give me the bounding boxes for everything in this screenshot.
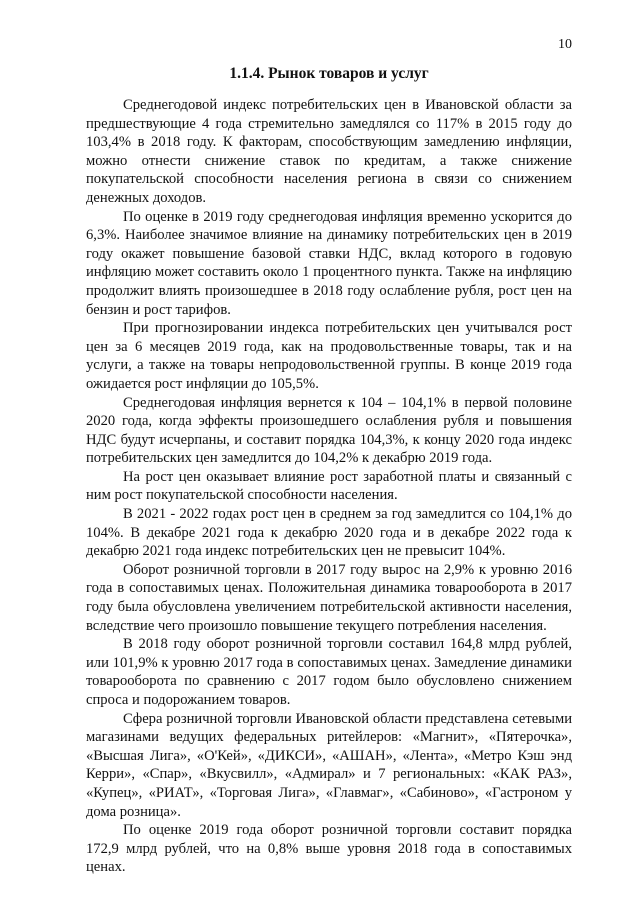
paragraph-wage-influence: На рост цен оказывает влияние рост заработной платы и связанный с ним рост покупательской способности населения. <box>86 468 572 504</box>
paragraph-cpi-forecast: При прогнозировании индекса потребительских цен учитывался рост цен за 6 месяцев 2019 года, как на продовольственные товары, так и на услуги, а также на товары непродовольственной группы. В конце 2019 года ожидается рост инфляции до 105,5%. <box>86 320 572 392</box>
page-number: 10 <box>558 37 572 52</box>
paragraph-retail-chains: Сфера розничной торговли Ивановской области представлена сетевыми магазинами ведущих федеральных ритейлеров: «Магнит», «Пятерочка», «Высшая Лига», «О'Кей», «ДИКСИ», «АШАН», «Лента», «Метро Кэш энд Керри», «Спар», «Вкусвилл», «Адмирал» и 7 региональных: «КАК РАЗ», «Купец», «РИАТ», «Торговая Лига», «Главмаг», «Сабиново», «Гастроном у дома розница». <box>86 710 572 820</box>
paragraph-retail-2019: По оценке 2019 года оборот розничной торговли составит порядка 172,9 млрд рублей, что на 0,8% выше уровня 2018 года в сопоставимых ценах. <box>86 822 572 876</box>
paragraph-retail-2018: В 2018 году оборот розничной торговли составил 164,8 млрд рублей, или 101,9% к уровню 2017 года в сопоставимых ценах. Замедление динамики товарооборота по сравнению с 2017 годом было обусловлено снижением спроса и подорожанием товаров. <box>86 636 572 708</box>
paragraph-retail-2017: Оборот розничной торговли в 2017 году вырос на 2,9% к уровню 2016 года в сопоставимых ценах. Положительная динамика товарооборота в 2017 году была обусловлена увеличением потребительской активности населения, вследствие чего произошло повышение текущего потребления населения. <box>86 561 572 634</box>
paragraph-cpi-dynamics: Среднегодовой индекс потребительских цен в Ивановской области за предшествующие 4 года стремительно замедлялся со 117% в 2015 году до 103,4% в 2018 году. К факторам, способствующим замедлению инфляции, можно отнести снижение ставок по кредитам, а также снижение покупательской способности населения региона в связи со снижением денежных доходов. <box>86 97 572 206</box>
paragraph-inflation-2020: Среднегодовая инфляция вернется к 104 – 104,1% в первой половине 2020 года, когда эффекты произошедшего ослабления рубля и повышения НДС будут исчерпаны, и составит порядка 104,3%, к концу 2020 года индекс потребительских цен замедлится до 104,2% к декабрю 2019 года. <box>86 394 572 467</box>
body-text <box>86 96 572 877</box>
section-title: 1.1.4. Рынок товаров и услуг <box>229 65 429 82</box>
paragraph-inflation-2021-2022: В 2021 - 2022 годах рост цен в среднем за год замедлится со 104,1% до 104%. В декабре 2021 года к декабрю 2020 года и в декабре 2022 года к декабрю 2021 года индекс потребительских цен не превысит 104%. <box>86 506 572 560</box>
paragraph-inflation-2019: По оценке в 2019 году среднегодовая инфляция временно ускорится до 6,3%. Наиболее значимое влияние на динамику потребительских цен в 2019 году окажет повышение базовой ставки НДС, вклад которого в годовую инфляцию может составить около 1 процентного пункта. Также на инфляцию продолжит влиять произошедшее в 2018 году ослабление рубля, рост цен на бензин и рост тарифов. <box>86 208 572 318</box>
